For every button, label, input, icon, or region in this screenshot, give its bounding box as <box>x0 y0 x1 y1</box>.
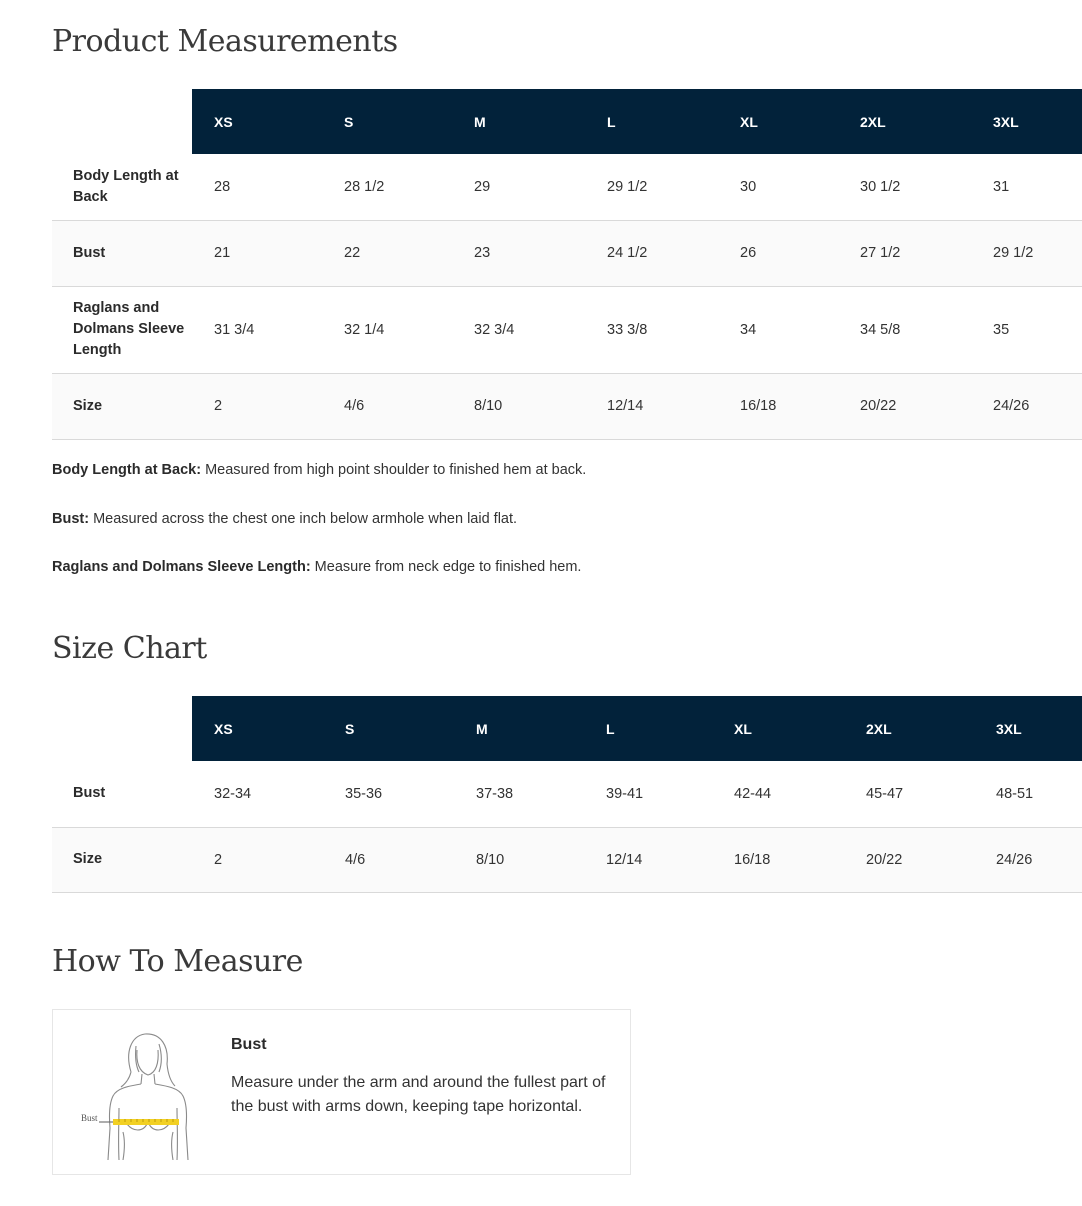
definition-bust <box>52 511 517 527</box>
column-header: 2XL <box>844 696 974 761</box>
measuring-tape <box>113 1119 179 1125</box>
table-cell: 8/10 <box>454 827 584 892</box>
definition-term: Bust: <box>52 511 90 527</box>
how-to-measure-card <box>52 1009 631 1175</box>
table-cell: 31 3/4 <box>192 286 322 373</box>
table-cell: 2 <box>192 827 323 892</box>
table-cell: 12/14 <box>585 373 718 439</box>
row-header: Size <box>52 827 192 892</box>
table-cell: 32 1/4 <box>322 286 452 373</box>
table-cell: 29 <box>452 154 585 220</box>
table-cell: 8/10 <box>452 373 585 439</box>
column-header: XS <box>192 89 322 154</box>
table-cell: 2 <box>192 373 322 439</box>
how-to-measure-heading: How To Measure <box>52 944 303 979</box>
table-cell: 32 3/4 <box>452 286 585 373</box>
table-cell: 21 <box>192 220 322 286</box>
measure-description: Measure under the arm and around the fullest part of the bust with arms down, keeping tape horizontal. <box>231 1074 606 1115</box>
table-cell: 48-51 <box>974 761 1082 827</box>
table-cell: 20/22 <box>844 827 974 892</box>
table-cell: 35 <box>971 286 1082 373</box>
table-cell: 20/22 <box>838 373 971 439</box>
column-header: XL <box>718 89 838 154</box>
table-cell: 33 3/8 <box>585 286 718 373</box>
column-header: S <box>322 89 452 154</box>
table-header-row <box>52 696 1082 761</box>
header-corner-cell <box>52 696 192 761</box>
table-cell: 35-36 <box>323 761 454 827</box>
row-header: Bust <box>52 761 192 827</box>
table-cell: 28 <box>192 154 322 220</box>
row-header: Body Length at Back <box>52 154 192 220</box>
row-header: Size <box>52 373 192 439</box>
table-row <box>52 220 1082 286</box>
row-header: Bust <box>52 220 192 286</box>
definition-term: Raglans and Dolmans Sleeve Length: <box>52 559 311 575</box>
table-cell: 28 1/2 <box>322 154 452 220</box>
table-cell: 30 1/2 <box>838 154 971 220</box>
column-header: M <box>454 696 584 761</box>
table-cell: 16/18 <box>718 373 838 439</box>
table-cell: 30 <box>718 154 838 220</box>
table-row <box>52 761 1082 827</box>
column-header: XL <box>712 696 844 761</box>
column-header: 2XL <box>838 89 971 154</box>
illustration-bust-label: Bust <box>81 1113 98 1123</box>
table-cell: 24/26 <box>974 827 1082 892</box>
table-row <box>52 373 1082 439</box>
table-cell: 23 <box>452 220 585 286</box>
definition-sleeve-length <box>52 559 581 575</box>
table-row <box>52 154 1082 220</box>
bust-measurement-illustration <box>79 1032 219 1160</box>
table-cell: 12/14 <box>584 827 712 892</box>
table-row <box>52 827 1082 892</box>
table-cell: 39-41 <box>584 761 712 827</box>
table-cell: 42-44 <box>712 761 844 827</box>
column-header: L <box>584 696 712 761</box>
column-header: M <box>452 89 585 154</box>
header-corner-cell <box>52 89 192 154</box>
definition-text: Measured across the chest one inch below armhole when laid flat. <box>89 511 518 527</box>
table-header-row <box>52 89 1082 154</box>
column-header: 3XL <box>974 696 1082 761</box>
product-measurements-heading: Product Measurements <box>52 24 398 59</box>
table-cell: 26 <box>718 220 838 286</box>
column-header: S <box>323 696 454 761</box>
definition-body-length <box>52 462 586 478</box>
measure-title: Bust <box>231 1036 267 1053</box>
table-cell: 4/6 <box>323 827 454 892</box>
table-cell: 24 1/2 <box>585 220 718 286</box>
table-row <box>52 286 1082 373</box>
table-cell: 22 <box>322 220 452 286</box>
row-header: Raglans and Dolmans Sleeve Length <box>52 286 192 373</box>
table-cell: 31 <box>971 154 1082 220</box>
table-cell: 27 1/2 <box>838 220 971 286</box>
definition-text: Measure from neck edge to finished hem. <box>310 559 582 575</box>
table-cell: 29 1/2 <box>971 220 1082 286</box>
size-chart-heading: Size Chart <box>52 631 207 666</box>
table-cell: 34 <box>718 286 838 373</box>
table-cell: 32-34 <box>192 761 323 827</box>
definition-term: Body Length at Back: <box>52 462 202 478</box>
column-header: L <box>585 89 718 154</box>
product-measurements-table <box>52 89 1082 440</box>
table-cell: 24/26 <box>971 373 1082 439</box>
table-cell: 34 5/8 <box>838 286 971 373</box>
table-cell: 45-47 <box>844 761 974 827</box>
column-header: XS <box>192 696 323 761</box>
definition-text: Measured from high point shoulder to finished hem at back. <box>201 462 587 478</box>
table-cell: 4/6 <box>322 373 452 439</box>
size-chart-table <box>52 696 1082 893</box>
column-header: 3XL <box>971 89 1082 154</box>
table-cell: 16/18 <box>712 827 844 892</box>
table-cell: 37-38 <box>454 761 584 827</box>
table-cell: 29 1/2 <box>585 154 718 220</box>
